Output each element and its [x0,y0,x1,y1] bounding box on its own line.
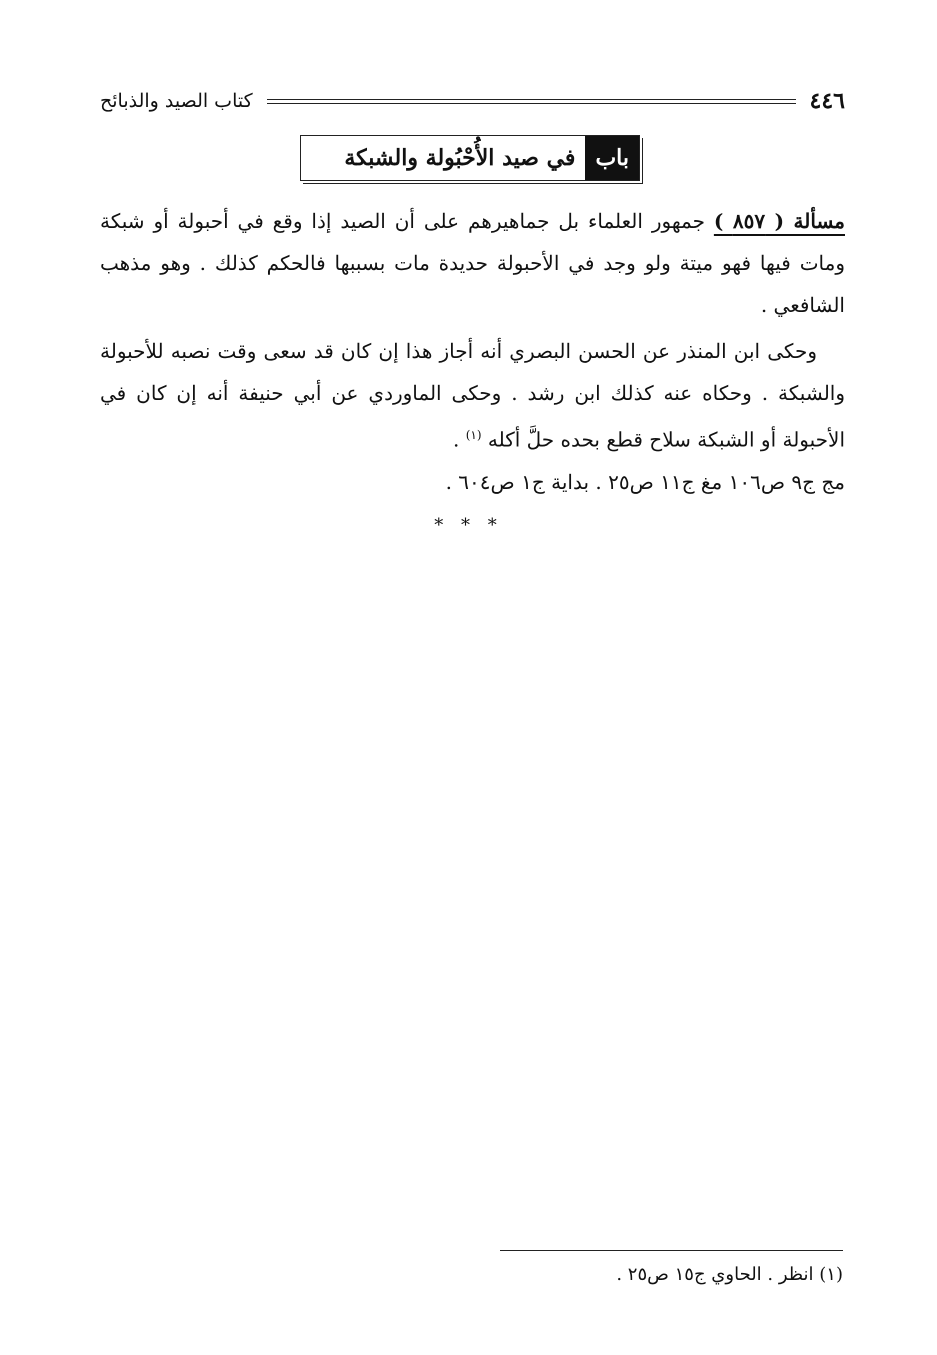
chapter-title: في صيد الأُحْبُولة والشبكة [344,145,576,171]
running-title: كتاب الصيد والذبائح [100,90,253,112]
body-text [100,200,845,503]
footnote: (١) انظر . الحاوي ج١٥ ص٢٥ . [616,1264,843,1285]
chapter-heading [300,135,640,181]
section-separator: * * * [434,515,503,536]
issue-label: مسألة ( ٨٥٧ ) [713,209,845,233]
paragraph-2 [100,330,845,461]
paragraph-2-end: . [452,427,466,452]
footnote-rule [500,1250,843,1251]
issue-paragraph [100,200,845,326]
paragraph-2-text: وحكى ابن المنذر عن الحسن البصري أنه أجاز هذا إن كان قد سعى وقت نصبه للأحبولة والشبكة . وحكاه عنه كذلك ابن رشد . وحكى الماوردي عن أبي حنيفة أنه إن كان في الأحبولة أو الشبكة سلاح قطع بحده حلَّ أكله [100,339,845,452]
references: مج ج٩ ص١٠٦ مغ ج١١ ص٢٥ . بداية ج١ ص٦٠٤ . [445,469,845,494]
page-number: ٤٤٦ [809,88,845,114]
running-header [100,86,845,116]
header-rule [267,99,796,104]
chapter-label: باب [585,136,639,180]
footnote-mark: (١) [465,428,482,442]
issue-text: جمهور العلماء بل جماهيرهم على أن الصيد إذا وقع في أحبولة أو شبكة ومات فيها فهو ميتة ولو وجد في الأحبولة حديدة مات بسببها فالحكم كذلك . وهو مذهب الشافعي . [100,209,845,317]
